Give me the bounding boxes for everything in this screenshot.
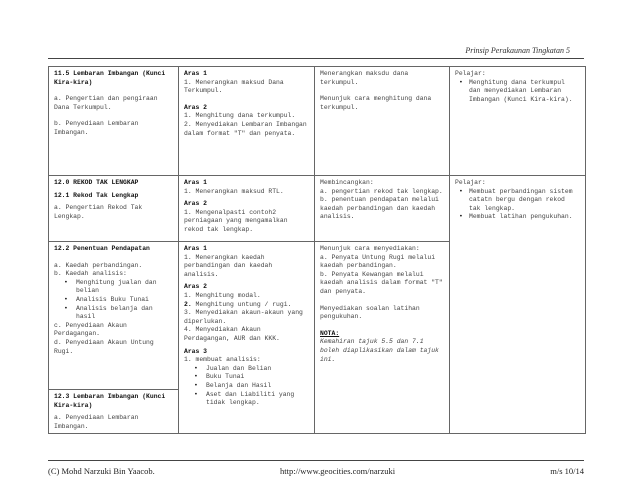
objective-item: 1. Menerangkan maksud Dana Terkumpul. xyxy=(184,78,284,95)
level-title: Aras 1 xyxy=(184,179,208,186)
list-item: • Analisis belanja dan hasil xyxy=(54,305,173,322)
topic-item: a. Penyediaan Lembaran Imbangan. xyxy=(54,414,139,430)
topic-item: a. Pengertian dan pengiraan Dana Terkumpul. xyxy=(54,95,158,111)
objective-item: 3. Menyediakan akaun-akaun yang diperlukan. xyxy=(184,309,303,325)
topic-item: a. Pengertian Rekod Tak Lengkap. xyxy=(54,204,143,220)
syllabus-table xyxy=(48,66,586,434)
topic-title: 12.2 Penentuan Pendapatan xyxy=(54,245,150,252)
objective-item: 1. Menerangkan maksud RTL. xyxy=(184,187,284,195)
list-item: • Aset dan Liabiliti yang tidak lengkap. xyxy=(184,391,309,408)
note-text: Kemahiran tajuk 5.5 dan 7.1 boleh diaplikasikan dalam tajuk ini. xyxy=(320,338,439,363)
topic-item: a. Kaedah perbandingan. xyxy=(54,261,143,269)
activity-item: b. Penyata Kewangan melalui kaedah analisis dalam format "T" dan penyata. xyxy=(320,270,443,295)
objective-item: 1. Mengenalpasti contoh2 perniagaan yang mengamalkan rekod tak lengkap. xyxy=(184,208,288,233)
header-rule xyxy=(48,58,584,59)
level-title: Aras 2 xyxy=(184,200,208,208)
student-item: • Membuat latihan pengukuhan. xyxy=(455,213,580,222)
footer-copyright: (C) Mohd Narzuki Bin Yaacob. xyxy=(48,466,155,476)
activity-item: a. Penyata Untung Rugi melalui kaedah perbandingan. xyxy=(320,253,436,270)
activity-item: Menerangkan maksdu dana terkumpul. xyxy=(320,70,409,86)
list-item: • Menghitung jualan dan belian xyxy=(54,279,173,296)
footer-url: http://www.geocities.com/narzuki xyxy=(280,466,396,476)
activity-item: Menyediakan soalan latihan pengukuhan. xyxy=(320,304,420,321)
topic-title: 12.0 REKOD TAK LENGKAP xyxy=(54,179,139,186)
topic-item: b. Penyediaan Lembaran Imbangan. xyxy=(54,120,139,136)
table-row xyxy=(49,67,586,176)
activity-item: b. penentuan pendapatan melalui kaedah perbandingan dan kaedah analisis. xyxy=(320,196,439,221)
objective-block xyxy=(179,242,314,410)
topic-title: 12.3 Lembaran Imbangan (Kunci Kira-kira) xyxy=(54,393,166,409)
objective-cell xyxy=(179,67,315,176)
activity-block xyxy=(315,242,449,366)
table-row xyxy=(49,176,586,434)
topic-item: b. Kaedah analisis: xyxy=(54,270,127,278)
level-title: Aras 2 xyxy=(184,103,208,111)
topic-cell xyxy=(49,176,179,434)
level-title: Aras 1 xyxy=(184,245,208,252)
student-label: Pelajar: xyxy=(455,179,486,186)
activity-item: Menunjuk cara menghitung dana terkumpul. xyxy=(320,95,432,111)
list-item: • Belanja dan Hasil xyxy=(184,382,309,391)
objective-item: 1. membuat analisis: xyxy=(184,356,261,364)
activity-item: Membincangkan: xyxy=(320,179,374,186)
topic-title: 11.5 Lembaran Imbangan (Kunci Kira-kira) xyxy=(54,70,166,86)
item-number: 2. xyxy=(184,300,192,308)
activity-block xyxy=(315,176,449,242)
activity-cell xyxy=(315,67,450,176)
objective-item: 2. Menyediakan Lembaran Imbangan dalam format "T" dan penyata. xyxy=(184,120,307,137)
student-item: • Menghitung dana terkumpul dan menyediakan Lembaran Imbangan (Kunci Kira-kira). xyxy=(455,79,580,105)
topic-block xyxy=(49,242,178,390)
topic-block xyxy=(49,390,178,433)
activity-cell xyxy=(315,176,450,434)
item-text: Menghitung untung / rugi. xyxy=(191,300,292,308)
student-item: • Membuat perbandingan sistem catatn bergu dengan rekod tak lengkap. xyxy=(455,188,580,214)
list-item: • Jualan dan Belian xyxy=(184,365,309,374)
topic-item: d. Penyediaan Akaun Untung Rugi. xyxy=(54,338,154,355)
student-cell xyxy=(450,176,586,434)
objective-item xyxy=(184,301,309,310)
list-item: • Buku Tunai xyxy=(184,373,309,382)
footer-rule xyxy=(48,460,584,461)
activity-item: a. pengertian rekod tak lengkap. xyxy=(320,187,443,195)
objective-item: 4. Menyediakan Akaun Perdagangan, AUR dan KKK. xyxy=(184,326,280,342)
list-item: • Analisis Buku Tunai xyxy=(54,296,173,305)
objective-item: 1. Menghitung modal. xyxy=(184,291,261,299)
student-label: Pelajar: xyxy=(455,70,486,77)
topic-item: c. Penyediaan Akaun Perdagangan. xyxy=(54,321,127,338)
note-label: NOTA: xyxy=(320,329,340,337)
level-title: Aras 2 xyxy=(184,283,208,291)
objective-block xyxy=(179,176,314,242)
topic-block xyxy=(49,176,178,242)
topic-cell xyxy=(49,67,179,176)
activity-item: Menunjuk cara menyediakan: xyxy=(320,245,420,252)
page-header-title: Prinsip Perakaunan Tingkatan 5 xyxy=(465,46,570,55)
topic-subtitle: 12.1 Rekod Tak Lengkap xyxy=(54,191,139,199)
level-title: Aras 1 xyxy=(184,70,208,77)
level-title: Aras 3 xyxy=(184,347,208,355)
objective-item: 1. Menerangkan kaedah perbandingan dan kaedah analisis. xyxy=(184,253,273,278)
objective-cell xyxy=(179,176,315,434)
objective-item: 1. Menghitung dana terkumpul. xyxy=(184,112,296,120)
footer-page-number: m/s 10/14 xyxy=(550,466,584,476)
student-cell xyxy=(450,67,586,176)
